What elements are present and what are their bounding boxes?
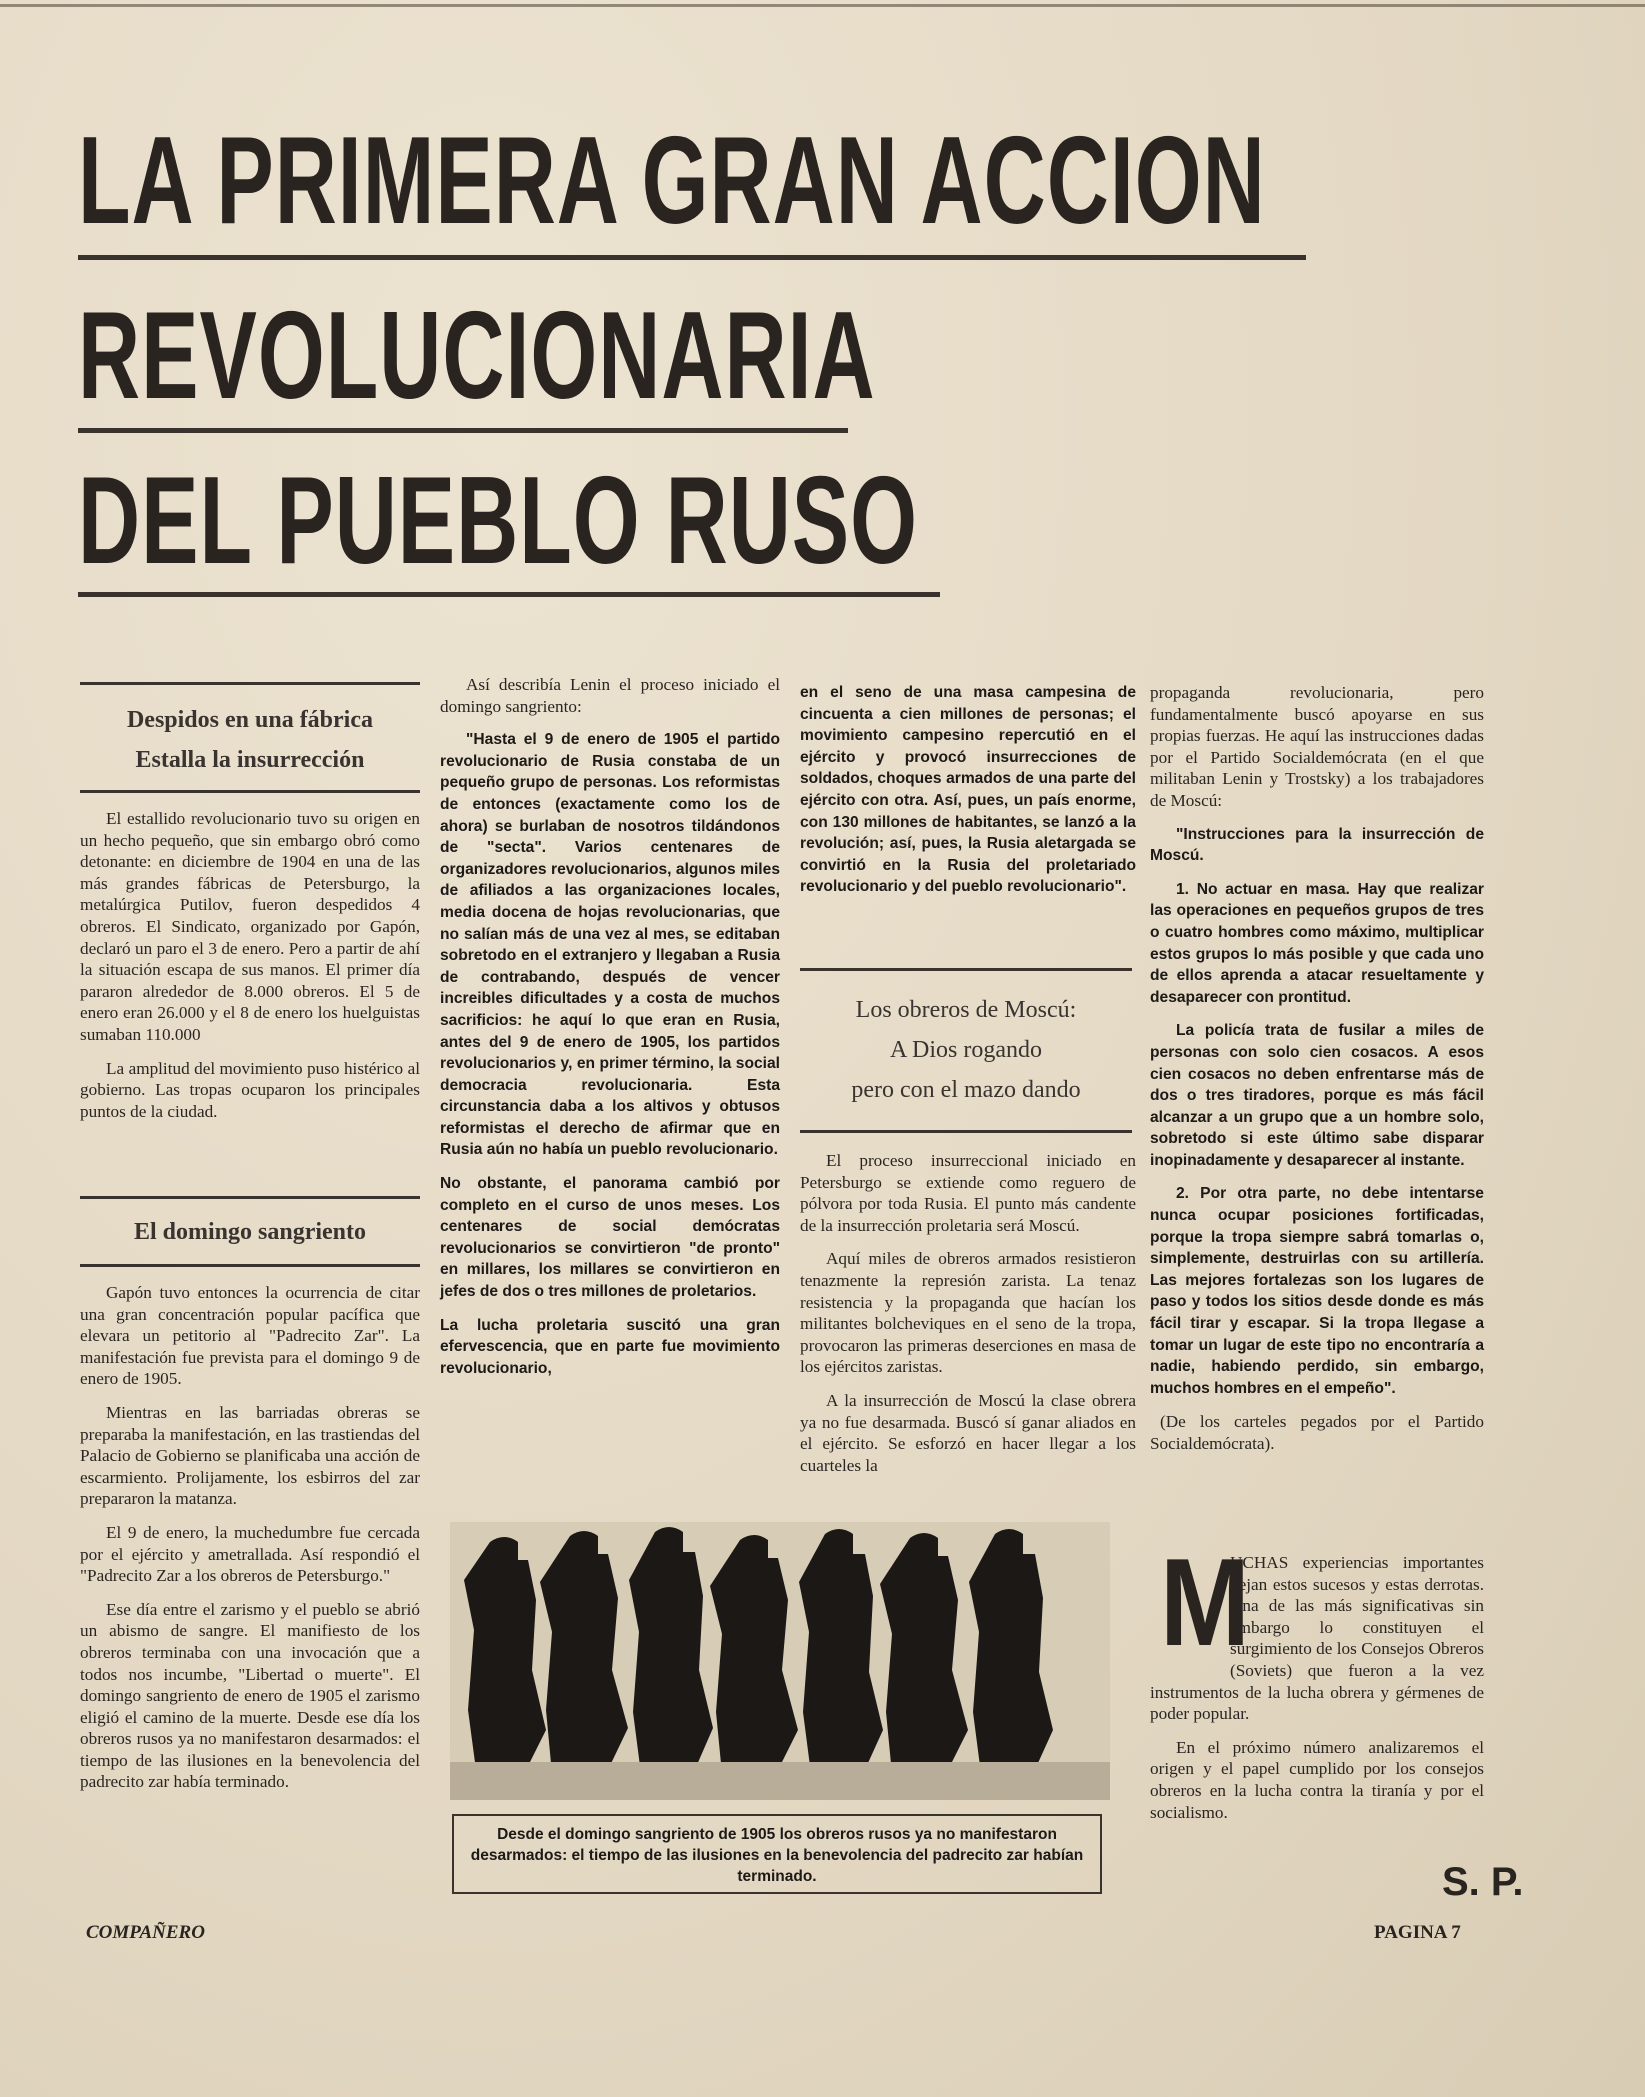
domingo-rule-top <box>80 1196 420 1199</box>
final-paragraph-1 <box>1150 1552 1484 1725</box>
publication-name: COMPAÑERO <box>86 1922 205 1943</box>
moscu-heading <box>800 990 1132 1110</box>
domingo-heading: El domingo sangriento <box>133 1219 367 1245</box>
lenin-quote-4: en el seno de una masa campesina de cincuenta a cien millones de personas; el movimiento campesino repercutió en el ejército y provocó insurrecciones de soldados, choques armados de una parte del ejército con otra. Así, pues, un país enorme, con 130 millones de habitantes, se lanzó a la revolución; así, pues, la Rusia aletargada se convirtió en la Rusia del proletariado revolucionario y del pueblo revolucionario". <box>800 684 1136 896</box>
domingo-paragraph-3: El 9 de enero, la muchedumbre fue cercada por el ejército y ametrallada. Así respondió el "Padrecito Zar a los obreros de Petersburgo." <box>80 1522 420 1586</box>
top-edge-line <box>0 4 1645 7</box>
moscu-paragraph-3: A la insurrección de Moscú la clase obrera ya no fue desarmada. Buscó sí ganar aliados en el ejército. Se esforzó en hacer llegar a los cuarteles la <box>800 1390 1136 1475</box>
moscu-paragraph-2: Aquí miles de obreros armados resistieron tenazmente la represión zarista. La tenaz resistencia y la propaganda que hacían los militantes bolcheviques en el seno de la tropa, provocaron las primeras deserciones en masa de los ejércitos zaristas. <box>800 1249 1136 1377</box>
column-3-lower <box>800 1150 1136 1488</box>
headline-rule-1 <box>78 255 1306 260</box>
despidos-heading <box>80 700 420 780</box>
domingo-paragraph-2: Mientras en las barriadas obreras se preparaba la manifestación, en las trastiendas del Palacio de Gobierno se planificaba una acción de escarmiento. Prolijamente, los esbirros del zar prepararon la matanza. <box>80 1402 420 1509</box>
page-number: PAGINA 7 <box>1374 1922 1461 1943</box>
moscu-title-1: Los obreros de Moscú: <box>855 997 1077 1023</box>
despidos-title-1: Despidos en una fábrica <box>126 707 374 733</box>
headline-line-3: DEL PUEBLO RUSO <box>78 451 919 591</box>
despidos-title-2: Estalla la insurrección <box>135 747 365 773</box>
despidos-rule-bottom <box>80 790 420 793</box>
instruction-1b: La policía trata de fusilar a miles de personas con solo cien cosacos. A esos cien cosacos no deben enfrentarse más de dos o tres tiradores, porque es más fácil alcanzar a un grupo que a un hombre solo, sobretodo si este último sabe disparar inopinadamente y desaparecer al instante. <box>1150 1022 1484 1169</box>
instruction-1: 1. No actuar en masa. Hay que realizar las operaciones en pequeños grupos de tres o cuatro hombres como máximo, multiplicar estos grupos lo más posible y que cada uno de ellos aprenda a atacar resueltamente y desaparecer con prontitud. <box>1150 880 1484 1006</box>
author-signature: S. P. <box>1442 1860 1524 1904</box>
column-4 <box>1150 682 1484 1467</box>
drop-cap-space <box>1150 1552 1230 1670</box>
final-paragraph-1-text: UCHAS experiencias importantes dejan estos sucesos y estas derrotas. Una de las más significativas sin embargo lo constituyen el surgimiento de los Consejos Obreros (Soviets) que fueron a la vez instrumentos de la lucha obrera y gérmenes de poder popular. <box>1150 1553 1484 1724</box>
instructions-source: (De los carteles pegados por el Partido Socialdemócrata). <box>1150 1412 1484 1453</box>
final-text <box>1150 1552 1484 1835</box>
headline-rule-3 <box>78 592 940 597</box>
domingo-paragraph-1: Gapón tuvo entonces la ocurrencia de citar una gran concentración popular pacífica que elevara un petitorio al "Padrecito Zar". La manifestación fue prevista para el domingo 9 de enero de 1905. <box>80 1283 420 1389</box>
lenin-quote-3: La lucha proletaria suscitó una gran efervescencia, que en parte fue movimiento revolucionario, <box>440 1316 780 1377</box>
domingo-paragraph-4: Ese día entre el zarismo y el pueblo se abrió un abismo de sangre. El manifiesto de los obreros terminaba con una invocación que a todos nos incumbe, "Libertad o muerte". El domingo sangriento de enero de 1905 el zarismo eligió el camino de la muerte. Desde ese día los obreros rusos ya no manifestaron desarmados: el tiempo de las ilusiones en la benevolencia del padrecito zar había terminado. <box>80 1599 420 1792</box>
column-3-upper <box>800 682 1136 910</box>
lenin-quote-1: "Hasta el 9 de enero de 1905 el partido revolucionario de Rusia constaba de un pequeño grupo de personas. Los reformistas de entonces (exactamente como los de ahora) se burlaban de nosotros tildándonos de "secta". Varios centenares de organizadores revolucionarios, algunos miles de afiliados a las organizaciones locales, media docena de hojas revolucionarias, que no salían más de una vez al mes, se editaban sobretodo en el extranjero y llegaban a Rusia de contrabando, después de vencer increibles dificultades y a costa de muchos sacrificios: he aquí lo que eran en Rusia, antes del 9 de enero de 1905, los partidos revolucionarios y, en primer término, la social democracia revolucionaria. Esta circunstancia daba a los altivos y obtusos reformistas el derecho de afirmar que en Rusia aún no había un pueblo revolucionario. <box>440 731 780 1159</box>
headline-line-1: LA PRIMERA GRAN ACCION <box>78 111 1266 251</box>
headline-rule-2 <box>78 428 848 433</box>
drop-cap-letter: M <box>1160 1532 1250 1672</box>
instructions-title: "Instrucciones para la insurrección de Moscú. <box>1150 825 1484 865</box>
despidos-rule-top <box>80 682 420 685</box>
column-1-lower <box>80 1282 420 1805</box>
instruction-2: 2. Por otra parte, no debe intentarse nunca ocupar posiciones fortificadas, porque la tropa siempre sabrá tomarlas o, simplemente, destruirlas con su artillería. Las mejores fortalezas son los lugares de paso y todos los sitios desde donde es más fácil tirar y escapar. Si la tropa llegase a tomar un lugar de este tipo no encontraría a nadie, habiendo perdido, sin embargo, muchos hombres en el empeño". <box>1150 1185 1484 1397</box>
moscu-title-2: A Dios rogando <box>890 1037 1042 1063</box>
lenin-intro: Así describía Lenin el proceso iniciado el domingo sangriento: <box>440 675 780 716</box>
moscu-rule-top <box>800 968 1132 971</box>
despidos-paragraph-1: El estallido revolucionario tuvo su origen en un hecho pequeño, que sin embargo obró como detonante: en diciembre de 1904 en una de las más grandes fábricas de Petersburgo, la metalúrgica Putilov, fueron despedidos 4 obreros. El Sindicato, organizado por Gapón, declaró un paro el 3 de enero. Pero a partir de ahí la situación escapa de sus manos. El primer día pararon alrededor de 8.000 obreros. El 5 de enero eran 26.000 y el 8 de enero los huelguistas sumaban 110.000 <box>80 809 420 1044</box>
moscu-paragraph-1: El proceso insurreccional iniciado en Petersburgo se extiende como reguero de pólvora por toda Rusia. El punto más candente de la insurrección proletaria será Moscú. <box>800 1151 1136 1235</box>
column-1-upper <box>80 808 420 1134</box>
moscu-rule-bottom <box>800 1130 1132 1133</box>
lenin-quote-2: No obstante, el panorama cambió por completo en el curso de unos meses. Los centenares de social demócratas revolucionarios se convirtieron "de pronto" en millares, los millares se convirtieron en jefes de dos o tres millones de proletarios. <box>440 1175 780 1301</box>
soldiers-photo <box>450 1522 1110 1800</box>
soldiers-silhouette-image <box>450 1522 1110 1800</box>
moscu-title-3: pero con el mazo dando <box>851 1077 1081 1103</box>
final-paragraph-2: En el próximo número analizaremos el origen y el papel cumplido por los consejos obreros en la lucha contra la tiranía y por el socialismo. <box>1150 1737 1484 1822</box>
headline-line-2: REVOLUCIONARIA <box>78 286 876 426</box>
col4-paragraph-1: propaganda revolucionaria, pero fundamentalmente buscó apoyarse en sus propias fuerzas. He aquí las instrucciones dadas por el Partido Socialdemócrata (en el que militaban Lenin y Trostsky) a los trabajadores de Moscú: <box>1150 683 1484 810</box>
column-2 <box>440 674 780 1391</box>
photo-caption: Desde el domingo sangriento de 1905 los obreros rusos ya no manifestaron desarmados: el tiempo de las ilusiones en la benevolencia del padrecito zar habían terminado. <box>452 1814 1102 1894</box>
despidos-paragraph-2: La amplitud del movimiento puso histérico al gobierno. Las tropas ocuparon los principales puntos de la ciudad. <box>80 1058 420 1121</box>
domingo-rule-bottom <box>80 1264 420 1267</box>
